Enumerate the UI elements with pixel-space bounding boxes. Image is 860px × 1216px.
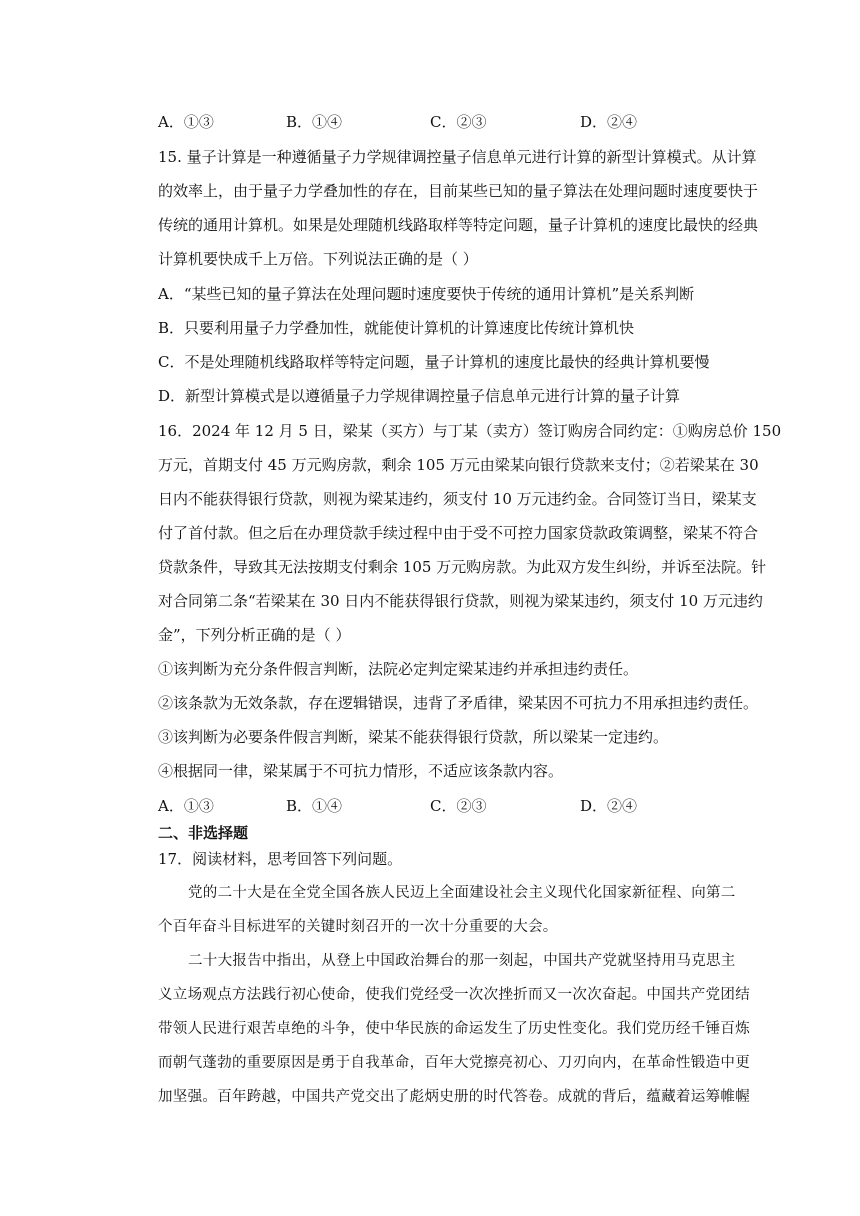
material-para-2-line-4: 而朝气蓬勃的重要原因是勇于自我革命，百年大党擦亮初心、刀刃向内，在革命性锻造中更 <box>158 1055 750 1071</box>
q16-stem-line-6: 对合同第二条“若梁某在 30 日内不能获得银行贷款，则视为梁某违约，须支付 10 万元违约 <box>158 592 763 610</box>
q16-option-b: B．①④ <box>286 797 343 815</box>
q16-options <box>158 796 738 816</box>
q15-stem-line-4: 计算机要快成千上万倍。下列说法正确的是（ ） <box>158 250 478 268</box>
q16-option-d: D．②④ <box>580 797 638 815</box>
q16-stem-line-2: 万元，首期支付 45 万元购房款，剩余 105 万元由梁某向银行贷款来支付；②若梁某在 30 <box>158 456 759 474</box>
section-heading: 二、非选择题 <box>158 824 249 842</box>
material-para-1-line-2: 个百年奋斗目标进军的关键时刻召开的一次十分重要的大会。 <box>158 919 558 935</box>
q16-stem-line-1: 16．2024 年 12 月 5 日，梁某（买方）与丁某（卖方）签订购房合同约定：①购房总价 150 <box>158 422 782 440</box>
q16-statement-2: ②该条款为无效条款，存在逻辑错误，违背了矛盾律，梁某因不可抗力不用承担违约责任。 <box>158 694 759 712</box>
q16-stem-line-5: 贷款条件，导致其无法按期支付剩余 105 万元购房款。为此双方发生纠纷，并诉至法院。针 <box>158 558 767 576</box>
q16-option-c: C．②③ <box>430 797 487 815</box>
material-para-2-line-5: 加坚强。百年跨越，中国共产党交出了彪炳史册的时代答卷。成就的背后，蕴藏着运筹帷幄 <box>158 1089 750 1105</box>
q16-statement-3: ③该判断为必要条件假言判断，梁某不能获得银行贷款，所以梁某一定违约。 <box>158 728 669 746</box>
material-para-1-line-1: 党的二十大是在全党全国各族人民迈上全面建设社会主义现代化国家新征程、向第二 <box>188 885 736 901</box>
q14-option-a: A．①③ <box>158 113 214 131</box>
q15-option-d: D．新型计算模式是以遵循量子力学规律调控量子信息单元进行计算的量子计算 <box>158 387 681 405</box>
q14-option-c: C．②③ <box>430 113 487 131</box>
q16-stem-line-7: 金”，下列分析正确的是（ ） <box>158 626 351 644</box>
q16-option-a: A．①③ <box>158 797 214 815</box>
material-para-2-line-3: 带领人民进行艰苦卓绝的斗争，使中华民族的命运发生了历史性变化。我们党历经千锤百炼 <box>158 1021 750 1037</box>
q14-options <box>158 112 738 132</box>
q14-option-d: D．②④ <box>580 113 638 131</box>
q15-stem-line-3: 传统的通用计算机。如果是处理随机线路取样等特定问题，量子计算机的速度比最快的经典 <box>158 216 759 234</box>
material-para-2-line-1: 二十大报告中指出，从登上中国政治舞台的那一刻起，中国共产党就坚持用马克思主 <box>188 953 736 969</box>
q14-option-b: B．①④ <box>286 113 343 131</box>
q16-stem-line-3: 日内不能获得银行贷款，则视为梁某违约，须支付 10 万元违约金。合同签订当日，梁某支 <box>158 490 757 508</box>
material-para-2-line-2: 义立场观点方法践行初心使命，使我们党经受一次次挫折而又一次次奋起。中国共产党团结 <box>158 987 750 1003</box>
q15-stem-line-2: 的效率上，由于量子力学叠加性的存在，目前某些已知的量子算法在处理问题时速度要快于 <box>158 182 759 200</box>
q16-stem-line-4: 付了首付款。但之后在办理贷款手续过程中由于受不可控力国家贷款政策调整，梁某不符合 <box>158 524 759 542</box>
q15-option-b: B．只要利用量子力学叠加性，就能使计算机的计算速度比传统计算机快 <box>158 319 635 337</box>
q17-stem: 17．阅读材料，思考回答下列问题。 <box>158 850 403 868</box>
q15-option-a: A．“某些已知的量子算法在处理问题时速度要快于传统的通用计算机”是关系判断 <box>158 285 695 303</box>
q16-statement-1: ①该判断为充分条件假言判断，法院必定判定梁某违约并承担违约责任。 <box>158 660 639 678</box>
q15-option-c: C．不是处理随机线路取样等特定问题，量子计算机的速度比最快的经典计算机要慢 <box>158 353 710 371</box>
q16-statement-4: ④根据同一律，梁某属于不可抗力情形，不适应该条款内容。 <box>158 762 564 780</box>
q15-stem-line-1: 15. 量子计算是一种遵循量子力学规律调控量子信息单元进行计算的新型计算模式。从计算 <box>158 148 757 166</box>
